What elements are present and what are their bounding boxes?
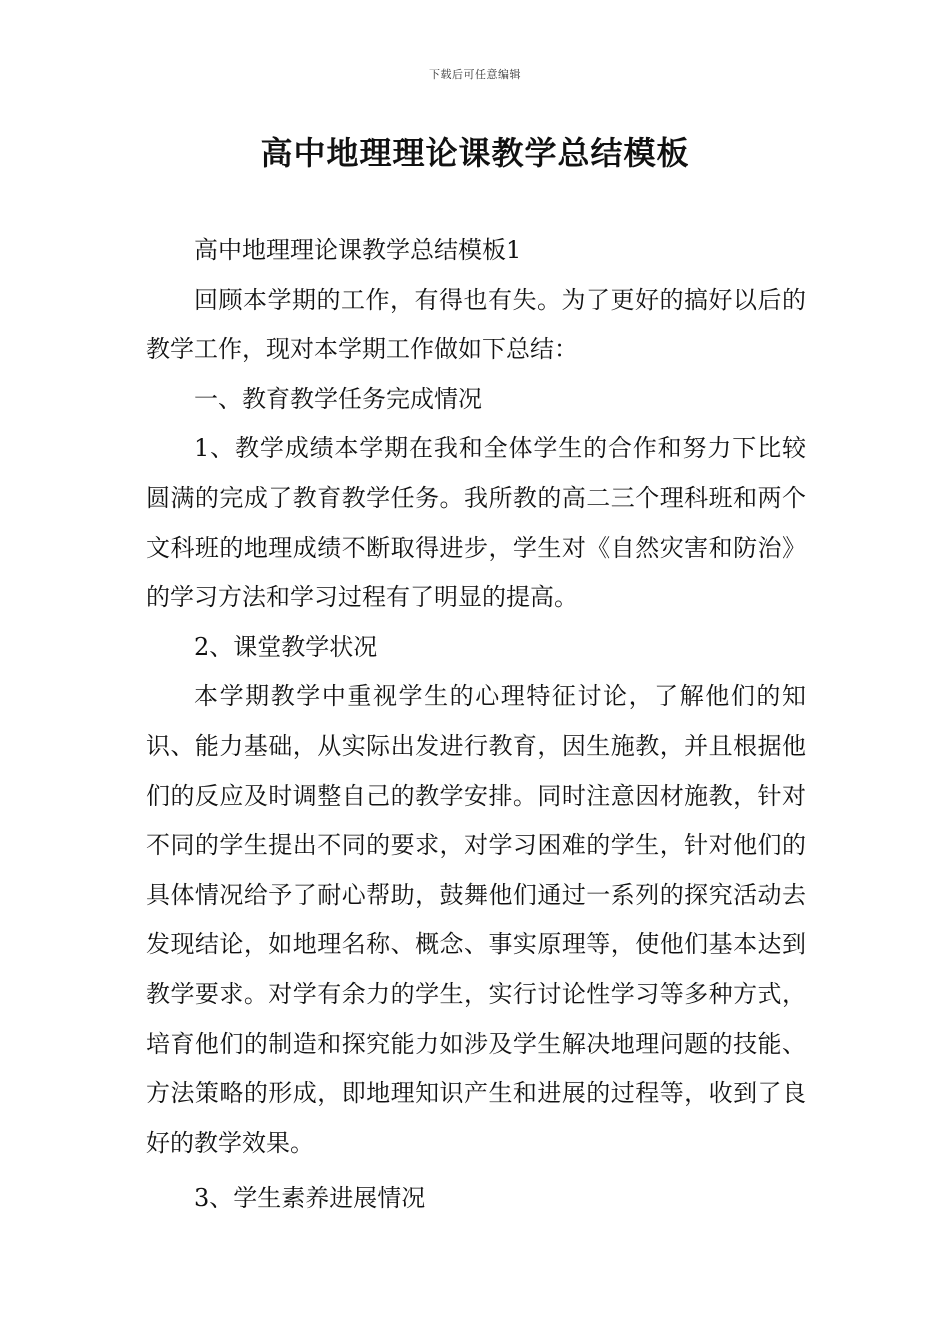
section-heading-1: 一、教育教学任务完成情况: [194, 384, 482, 413]
paragraph-intro: 回顾本学期的工作，有得也有失。为了更好的搞好以后的教学工作，现对本学期工作做如下总结：: [146, 285, 806, 364]
header-note: 下载后可任意编辑: [429, 68, 521, 81]
section-heading-3: 3、学生素养进展情况: [194, 1184, 426, 1213]
paragraph-classroom: 本学期教学中重视学生的心理特征讨论，了解他们的知识、能力基础，从实际出发进行教育，因生施教，并且根据他们的反应及时调整自己的教学安排。同时注意因材施教，针对不同的学生提出不同的要求，对学习困难的学生，针对他们的具体情况给予了耐心帮助，鼓舞他们通过一系列的探究活动去发现结论，如地理名称、概念、事实原理等，使他们基本达到教学要求。对学有余力的学生，实行讨论性学习等多种方式，培育他们的制造和探究能力如涉及学生解决地理问题的技能、方法策略的形成，即地理知识产生和进展的过程等，收到了良好的教学效果。: [146, 682, 806, 1157]
paragraph-item-1: 1、教学成绩本学期在我和全体学生的合作和努力下比较圆满的完成了教育教学任务。我所教的高二三个理科班和两个文科班的地理成绩不断取得进步，学生对《自然灾害和防治》的学习方法和学习过程有了明显的提高。: [146, 434, 806, 612]
paragraph-subtitle: 高中地理理论课教学总结模板1: [194, 236, 522, 264]
document-title: 高中地理理论课教学总结模板: [260, 134, 690, 172]
section-heading-2: 2、课堂教学状况: [194, 632, 378, 661]
document-body: [146, 226, 806, 1224]
